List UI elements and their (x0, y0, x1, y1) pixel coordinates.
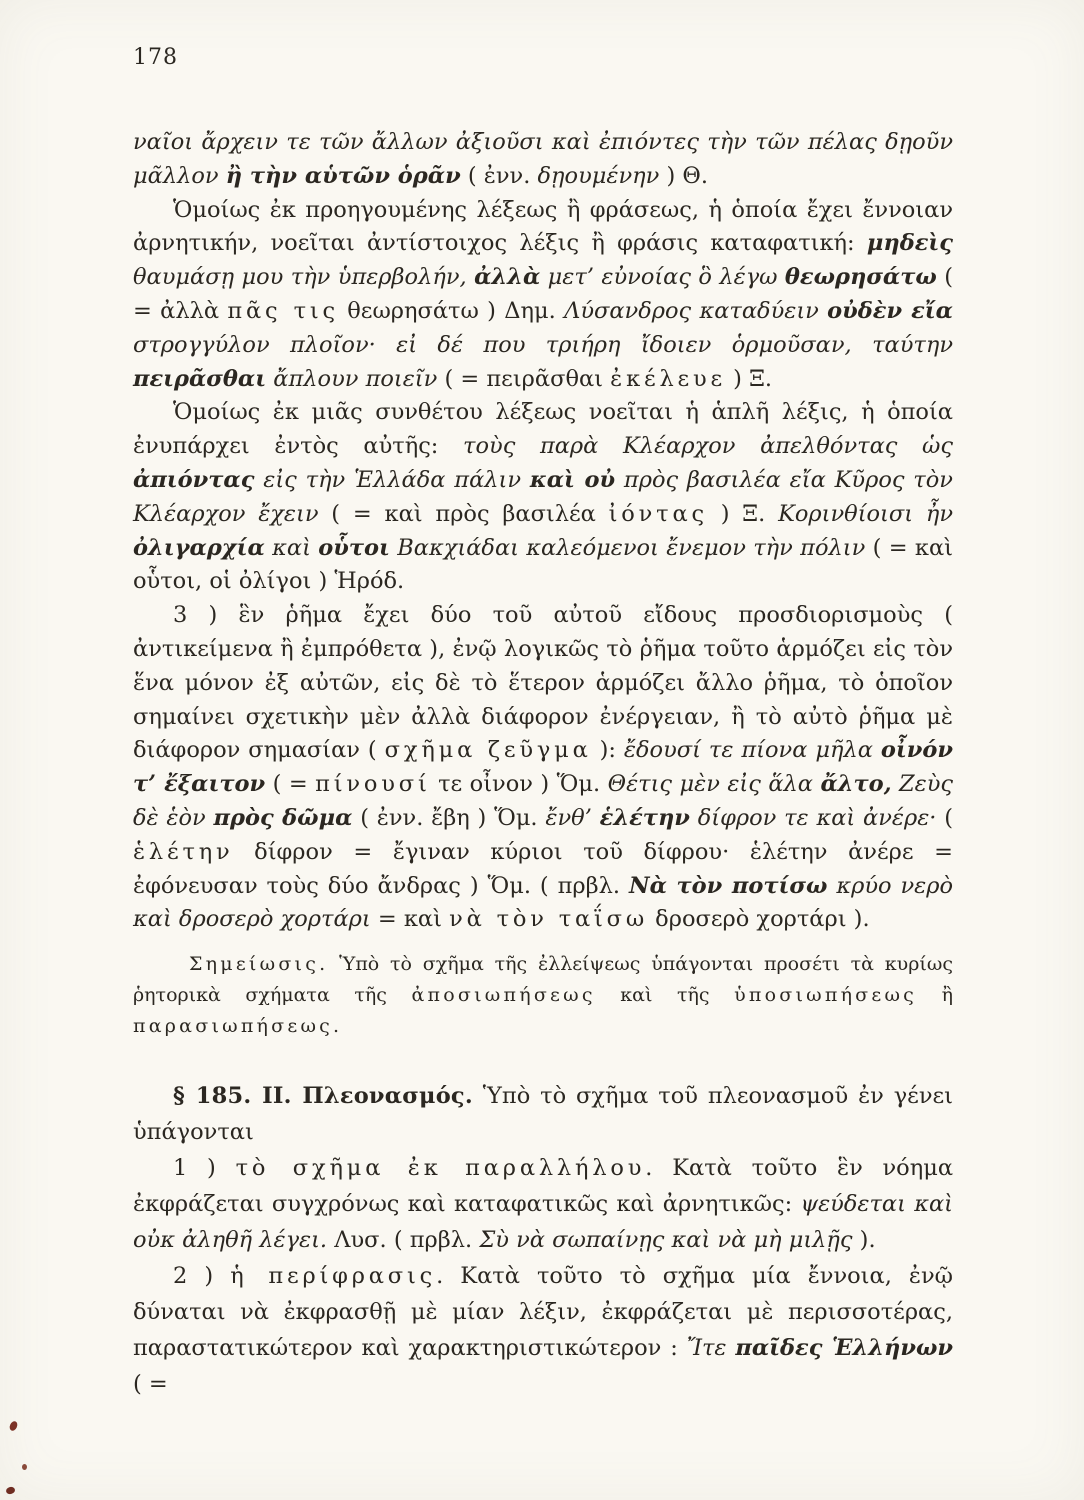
text-run: ἢ (917, 984, 953, 1007)
text-run: Νὰ τὸν ποτίσω (629, 872, 828, 899)
text-run: ( = καὶ οὗτοι, οἱ ὀλίγοι ) Ἡρόδ. (133, 534, 953, 595)
text-run: ἀπιόντας (133, 466, 255, 493)
text-run: νὰ τὸν ταΐσω (449, 906, 649, 933)
paragraph-note-simeiosis (133, 949, 953, 1042)
text-run: ( = πειρᾶσθαι (437, 365, 611, 392)
text-run: σχῆμα ζεῦγμα (384, 737, 592, 764)
text-run: πειρᾶσθαι (133, 365, 267, 392)
text-run: ( = (133, 1371, 168, 1398)
text-run: ( = ἀλλὰ (133, 264, 954, 324)
text-run: Ὁμοίως ἐκ προηγουμένης λέξεως ἢ φράσεως, ἡ ὁποία ἔχει ἔννοιαν ἀρνητικήν, νοεῖται ἀντίστοιχος λέξις ἢ φράσις καταφατική: (133, 196, 953, 257)
paragraph-continuation (133, 126, 953, 194)
text-run: ( ἐνν. ἔβη ) Ὅμ. (352, 804, 546, 831)
paragraph-ellipsis-compound-word (133, 396, 953, 599)
paragraph-ellipsis-preceding-word (133, 194, 953, 397)
text-run: . Κατὰ τοῦτο τὸ σχῆμα μία ἔννοια, ἐνῷ δύναται νὰ ἐκφρασθῇ μὲ μίαν λέξιν, ἐκφράζεται μὲ περισσοτέρας, παραστατικώτερον καὶ χαρακτηριστικώτερον : (133, 1263, 953, 1362)
text-run: μηδεὶς (866, 230, 953, 257)
text-run: οὗτοι (318, 534, 390, 561)
paragraph-item-1-ek-parallilou (133, 1150, 953, 1258)
text-run: πρὸς δῶμα (213, 804, 353, 831)
text-run: παῖδες Ἑλλήνων (735, 1335, 953, 1362)
paragraph-item-3-zeugma (133, 599, 953, 937)
text-run: . Κατὰ τοῦτο ἓν νόημα ἐκφράζεται συγχρόνως καὶ καταφατικῶς καὶ ἀρνητικῶς: (133, 1155, 954, 1218)
text-run: ἑλέτην (599, 804, 690, 831)
text-run: δίφρον τε καὶ ἀνέρε· (689, 804, 937, 831)
text-run: ἔνθ’ (545, 804, 600, 831)
text-run: Σὺ νὰ σωπαίνῃς καὶ νὰ μὴ μιλῇς (479, 1227, 853, 1254)
text-run: Ὁμοίως ἐκ μιᾶς συνθέτου λέξεως νοεῖται ἡ ἁπλῆ λέξις, ἡ ὁποία ἐνυπάρχει ἐντὸς αὐτῆς: (133, 399, 953, 460)
text-run: δίφρον = ἔγιναν κύριοι τοῦ δίφρου· ἑλέτην ἀνέρε = ἐφόνευσαν τοὺς δύο ἄνδρας ) Ὅμ. ( πρβλ. (133, 838, 953, 899)
text-run: ( (936, 804, 954, 831)
scan-speck (5, 1486, 16, 1495)
paragraph-section-185-pleonasmos (133, 1078, 953, 1150)
text-run: § 185. II. Πλεονασμός. (173, 1083, 473, 1110)
text-run: ἡ περίφρασις (230, 1263, 437, 1290)
page-number: 178 (133, 45, 178, 70)
text-run: Ζεὺς δὲ ἑὸν (133, 771, 953, 831)
text-run: ἄπλουν ποιεῖν (266, 365, 438, 392)
text-run: ἢ τὴν αὑτῶν ὁρᾶν (225, 162, 461, 189)
text-run: καὶ οὐ (529, 466, 616, 493)
text-run: ): (591, 737, 624, 764)
text-run: ) Ξ. (726, 365, 773, 392)
text-run: καὶ (264, 534, 319, 561)
text-run: ) Ξ. (707, 500, 779, 527)
text-run: ὀλιγαρχία (133, 534, 265, 561)
text-run: κρύο νερὸ καὶ δροσερὸ χορτάρι (133, 872, 953, 933)
text-run: ἀποσιωπήσεως (411, 984, 596, 1007)
text-run: = καὶ (370, 906, 450, 933)
text-run: ). (852, 1227, 876, 1254)
page-content (133, 46, 953, 1402)
text-run: καὶ τῆς (595, 984, 735, 1007)
text-run: Λυσ. ( πρβλ. (327, 1227, 480, 1254)
text-block (133, 126, 953, 1402)
text-run: στρογγύλον πλοῖον· εἰ δέ που τριήρη ἴδοιεν ὁρμοῦσαν, ταύτην (133, 331, 953, 358)
text-run: . (333, 1015, 340, 1038)
text-run: Ἴτε (686, 1335, 736, 1362)
text-run: Σημείωσις. (189, 953, 329, 976)
text-run: ( ἐνν. (460, 162, 538, 189)
text-run: παρασιωπήσεως (133, 1015, 334, 1038)
text-run: ἐκέλευε (610, 365, 726, 392)
text-run: ( = καὶ πρὸς βασιλέα (318, 500, 609, 527)
scan-speck (22, 1464, 27, 1470)
text-run: ἑλέτην (133, 838, 234, 865)
text-run: θεωρησάτω ) Δημ. (338, 297, 565, 324)
text-run: ψεύδεται καὶ οὐκ ἀληθῆ λέγει. (133, 1191, 953, 1254)
text-run: ὑποσιωπήσεως (734, 984, 918, 1007)
text-run: 3 ) ἓν ῥῆμα ἔχει δύο τοῦ αὐτοῦ εἴδους προσδιορισμοὺς ( ἀντικείμενα ἢ ἐμπρόθετα ), ἐνῷ λογικῶς τὸ ῥῆμα τοῦτο ἁρμόζει εἰς τὸν ἕνα μόνον ἐξ αὐτῶν, εἰς δὲ τὸ ἕτερον ἁρμόζει ἄλλο ῥῆμα, τὸ ὁποῖον σημαίνει σχετικὴν μὲν ἀλλὰ διάφορον ἐνέργειαν, ἢ τὸ αὐτὸ ῥῆμα μὲ διάφορον σημασίαν ( (133, 602, 953, 764)
text-run: εἰς τὴν Ἑλλάδα πάλιν (254, 466, 530, 493)
text-run: ) Θ. (659, 162, 708, 189)
text-run: Βακχιάδαι καλεόμενοι ἔνεμον τὴν πόλιν (389, 534, 866, 561)
text-run: τε οἶνον ) Ὅμ. (430, 771, 608, 798)
text-run: ἄλτο, (820, 771, 892, 798)
text-run: πρὸς βασιλέα εἴα Κῦρος τὸν Κλέαρχον ἔχειν (133, 466, 953, 527)
text-run: δροσερὸ χορτάρι ). (648, 906, 870, 933)
text-run: ἀλλὰ (474, 264, 541, 291)
text-run: θεωρησάτω (784, 264, 937, 291)
text-run: ἰόντας (608, 500, 708, 527)
text-run: οἶνόν τ’ ἔξαιτον (133, 737, 953, 798)
text-run: Λύσανδρος καταδύειν (564, 297, 828, 324)
text-run: πίνουσί (315, 771, 431, 798)
text-run: Ὑπὸ τὸ σχῆμα τῆς ἐλλείψεως ὑπάγονται προσέτι τὰ κυρίως ῥητορικὰ σχήματα τῆς (133, 953, 953, 1007)
text-run: Κορινθίοισι ἦν (778, 500, 954, 527)
text-run: 2 ) (173, 1263, 231, 1290)
text-run: τὸ σχῆμα ἐκ παραλλήλου (235, 1155, 646, 1182)
text-run: πᾶς τις (227, 297, 339, 324)
text-run: δῃουμένην (537, 162, 660, 189)
text-run: ( = (265, 771, 316, 798)
text-run: Ὑπὸ τὸ σχῆμα τοῦ πλεονασμοῦ ἐν γένει ὑπάγονται (133, 1083, 953, 1146)
text-run: 1 ) (173, 1155, 236, 1182)
text-run: ἔδουσί τε πίονα μῆλα (623, 737, 881, 764)
text-run: θαυμάσῃ μου τὴν ὑπερβολήν, (133, 264, 475, 291)
text-run: ναῖοι ἄρχειν τε τῶν ἄλλων ἀξιοῦσι καὶ ἐπιόντες τὴν τῶν πέλας δῃοῦν μᾶλλον (133, 129, 953, 189)
text-run: μετ’ εὐνοίας ὃ λέγω (540, 264, 785, 291)
scan-speck (8, 1420, 19, 1432)
text-run: οὐδὲν εἴα (827, 297, 953, 324)
text-run: Θέτις μὲν εἰς ἅλα (607, 771, 821, 798)
paragraph-item-2-perifrasis (133, 1258, 953, 1402)
text-run: τοὺς παρὰ Κλέαρχον ἀπελθόντας ὡς (463, 433, 953, 460)
